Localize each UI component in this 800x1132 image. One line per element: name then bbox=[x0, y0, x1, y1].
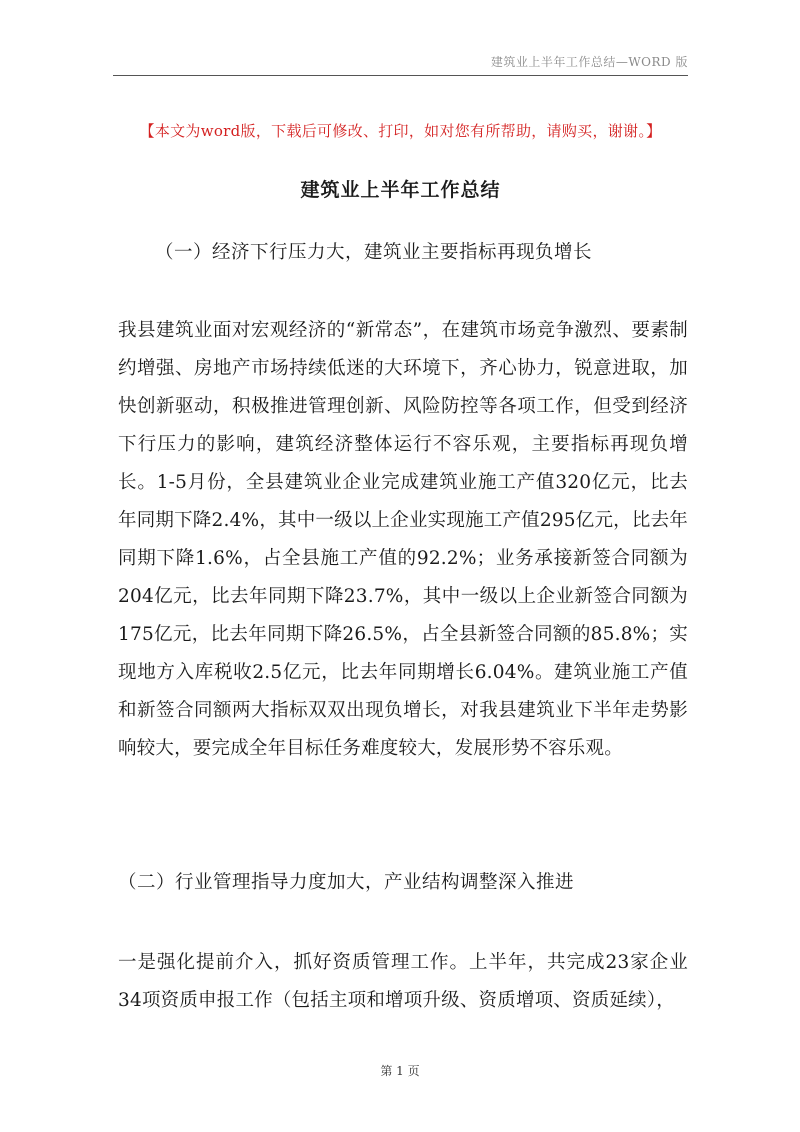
header-divider bbox=[113, 75, 688, 76]
page-number: 第 1 页 bbox=[380, 1064, 420, 1078]
section-1-heading: （一）经济下行压力大，建筑业主要指标再现负增长 bbox=[155, 242, 593, 263]
section-2-paragraph: 一是强化提前介入，抓好资质管理工作。上半年，共完成23家企业34项资质申报工作（包括主项和增项升级、资质增项、资质延续）， bbox=[118, 952, 688, 1011]
section-2-heading: （二）行业管理指导力度加大，产业结构调整深入推进 bbox=[118, 872, 575, 893]
section-1-paragraph: 我县建筑业面对宏观经济的“新常态”，在建筑市场竞争激烈、要素制约增强、房地产市场持续低迷的大环境下，齐心协力，锐意进取，加快创新驱动，积极推进管理创新、风险防控等各项工作，但受到经济下行压力的影响，建筑经济整体运行不容乐观，主要指标再现负增长。1-5月份，全县建筑业企业完成建筑业施工产值320亿元，比去年同期下降2.4%，其中一级以上企业实现施工产值295亿元，比去年同期下降1.6%，占全县施工产值的92.2%；业务承接新签合同额为204亿元，比去年同期下降23.7%，其中一级以上企业新签合同额为175亿元，比去年同期下降26.5%，占全县新签合同额的85.8%；实现地方入库税收2.5亿元，比去年同期增长6.04%。建筑业施工产值和新签合同额两大指标双双出现负增长，对我县建筑业下半年走势影响较大，要完成全年目标任务难度较大，发展形势不容乐观。 bbox=[118, 320, 688, 759]
running-header: 建筑业上半年工作总结—WORD 版 bbox=[490, 55, 688, 69]
download-notice: 【本文为word版，下载后可修改、打印，如对您有所帮助，请购买，谢谢。】 bbox=[139, 122, 662, 140]
document-title: 建筑业上半年工作总结 bbox=[300, 179, 501, 201]
